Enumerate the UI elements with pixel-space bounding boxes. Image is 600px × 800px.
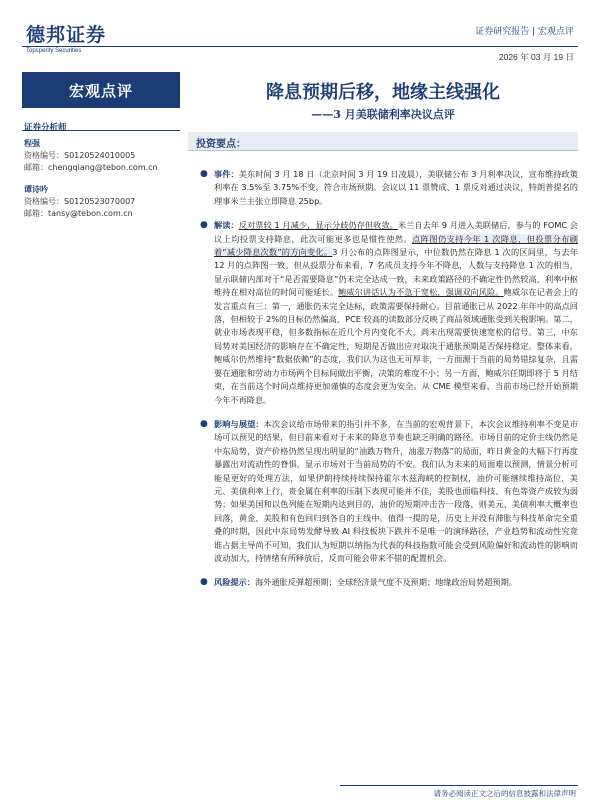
logo-text-cn: 德邦证券 bbox=[26, 24, 107, 46]
page-subtitle: ——3 月美联储利率决议点评 bbox=[311, 108, 455, 121]
analyst-email[interactable]: 邮箱：tansy@tebon.com.cn bbox=[24, 209, 133, 218]
bullet-icon: ● bbox=[200, 169, 208, 179]
company-logo bbox=[26, 20, 106, 54]
event-text: 美东时间 3 月 18 日（北京时间 3 月 19 日凌晨），美联储公布 3 月利率决议，宣布维持政策利率在 3.5%至 3.75%不变，符合市场预期。会议以 11 票赞成、1 票反对通过决议，特朗普提名的理事米兰主张立即降息 25bp。 bbox=[214, 169, 578, 206]
risk-paragraph bbox=[200, 576, 578, 589]
footer-disclaimer: 请务必阅读正文之后的信息披露和法律声明 bbox=[433, 789, 576, 798]
footer-divider bbox=[340, 785, 578, 786]
key-points-title: 投资要点： bbox=[196, 139, 246, 150]
event-paragraph bbox=[200, 168, 578, 208]
interpretation-highlight-1: 反对票较 1 月减少，显示分歧仍存但收敛。 bbox=[238, 220, 398, 231]
report-type-label: 证券研究报告 | 宏观点评 bbox=[475, 27, 574, 37]
report-date: 2026 年 03 月 19 日 bbox=[498, 52, 574, 62]
outlook-text: 本次会议给市场带来的指引并不多，在当前的宏观背景下，本次会议维持利率不变是市场可以预见的结果，但目前来看对于未来的降息节奏也缺乏明确的路径。市场目前的定价主线仍然是中东局势，资产价格仍然呈现出明显的“油跌万物升，油涨万物落”的局面，昨日黄金的大幅下行再度暴露出对流动性的脊惧，显示市场对于当前局势的不安。我们认为未来的局面难以预测，情景分析可能是更好的处理方法，如果伊朗持续持续保持霍尔木兹海峡的控制权，油价可能继续维持高位，美元、美债利率上行，贵金属在利率的压制下表现可能并不佳，美股也面临科技、有色等资产成较为弱势；如果美国和以色列能在短期内达到目的，油价的短期冲击告一段落，则美元、美债利率大概率也回落，黄金、美股和有色回归到各自的主线中。值得一提的是，历史上并没有滞胀与科技革命完全重叠的时期，因此中东局势发酵导致 AI 科技板块下跌并不是唯一的演绎路径，产业趋势和流动性究竟谁占据主导尚不可知，我们认为短期以纳指为代表的科技指数可能会受到风险偏好和流动性的影响而波动加大，持情绪有所释放后，反而可能会带来不错的配置机会。 bbox=[214, 418, 578, 563]
bullet-icon: ● bbox=[200, 220, 208, 231]
risk-text: 海外通胀反弹超预期；全球经济景气度不及预期；地缘政治局势超预期。 bbox=[254, 577, 517, 588]
key-points-body bbox=[200, 168, 578, 601]
interpretation-text-2: 3 月公布的点阵图显示，中位数仍然在降息 1 次的区间里，与去年 12 月的点阵图一致。但从投票分布来看，7 名成员支持今年不降息，人数与支持降息 1 次的相当，显示联储内部对于“是否需要降息”仍未完全达成一致，未来政策路径的不确定性仍然较高，利率中枢维持在相对高位的时间可能延长。 bbox=[214, 247, 579, 298]
interpretation-highlight-2: 点阵图仍支持今年 1 次降息，但投票分布刷着“减少降息次数”的方向变化。 bbox=[214, 233, 578, 258]
analyst-name: 程强 bbox=[24, 139, 40, 148]
bullet-icon: ● bbox=[200, 418, 208, 429]
title-block bbox=[188, 72, 578, 122]
analyst-name: 谭诗吟 bbox=[24, 185, 48, 194]
logo-text-en: Topsperity Securities bbox=[26, 48, 82, 54]
event-label: 事件： bbox=[214, 169, 239, 179]
key-points-header bbox=[188, 132, 578, 151]
analyst-email[interactable]: 邮箱：chengqiang@tebon.com.cn bbox=[24, 163, 158, 172]
analysts-panel bbox=[24, 122, 180, 220]
bullet-icon: ● bbox=[200, 577, 208, 588]
header-divider bbox=[22, 46, 578, 47]
interpretation-text-3: 鲍威尔在记者会上的发言重点有三：第一，通胀仍未完全达标，政策需要保持耐心。目前通胀已从 2022 年年中的高点回落，但相较于 2%的目标仍然偏高，PCE 较高的读数部分反映了商品领域通胀受到关税影响。第二，就业市场表现平稳，但多数指标在近几个月内变化不大，尚未出现需要快速宽松的信号。第三，中东局势对美国经济的影响存在不确定性，短期是否做出应对取决于通胀预期是否保持稳定。整体来看，鲍威尔仍然维持“数据依赖”的态度，我们认为这也无可厚非，一方面源于当前的局势错综复杂，且需要在通胀和劳动力市场两个目标间做出平衡，决策的难度不小；另一方面，鲍威尔任期即将于 5 月结束，在当前这个时间点维持更加谨慎的态度会更为安全。从 CME 模型来看，当前市场已经开始预期今年不再降息。 bbox=[214, 287, 578, 405]
interpretation-highlight-3: 鲍威尔讲话认为不急于宽松，强调双向风险。 bbox=[338, 287, 504, 298]
analyst-cert: 资格编号：S0120524010005 bbox=[24, 151, 136, 160]
risk-label: 风险提示： bbox=[214, 577, 255, 588]
section-label-box bbox=[22, 72, 180, 108]
analysts-heading: 证券分析师 bbox=[24, 123, 67, 133]
outlook-label: 影响与展望： bbox=[214, 418, 264, 429]
page-title: 降息预期后移，地缘主线强化 bbox=[266, 82, 500, 103]
interpretation-text-1: 米兰自去年 9 月进入美联储后，参与的 FOMC 会议上均投票支持降息，此次可能更多也是惯性使然。 bbox=[214, 220, 578, 244]
interpretation-paragraph bbox=[200, 219, 578, 407]
outlook-paragraph bbox=[200, 418, 578, 565]
interpretation-label: 解读： bbox=[214, 220, 239, 231]
section-label: 宏观点评 bbox=[68, 81, 133, 100]
analyst-cert: 资格编号：S0120523070007 bbox=[24, 197, 136, 206]
